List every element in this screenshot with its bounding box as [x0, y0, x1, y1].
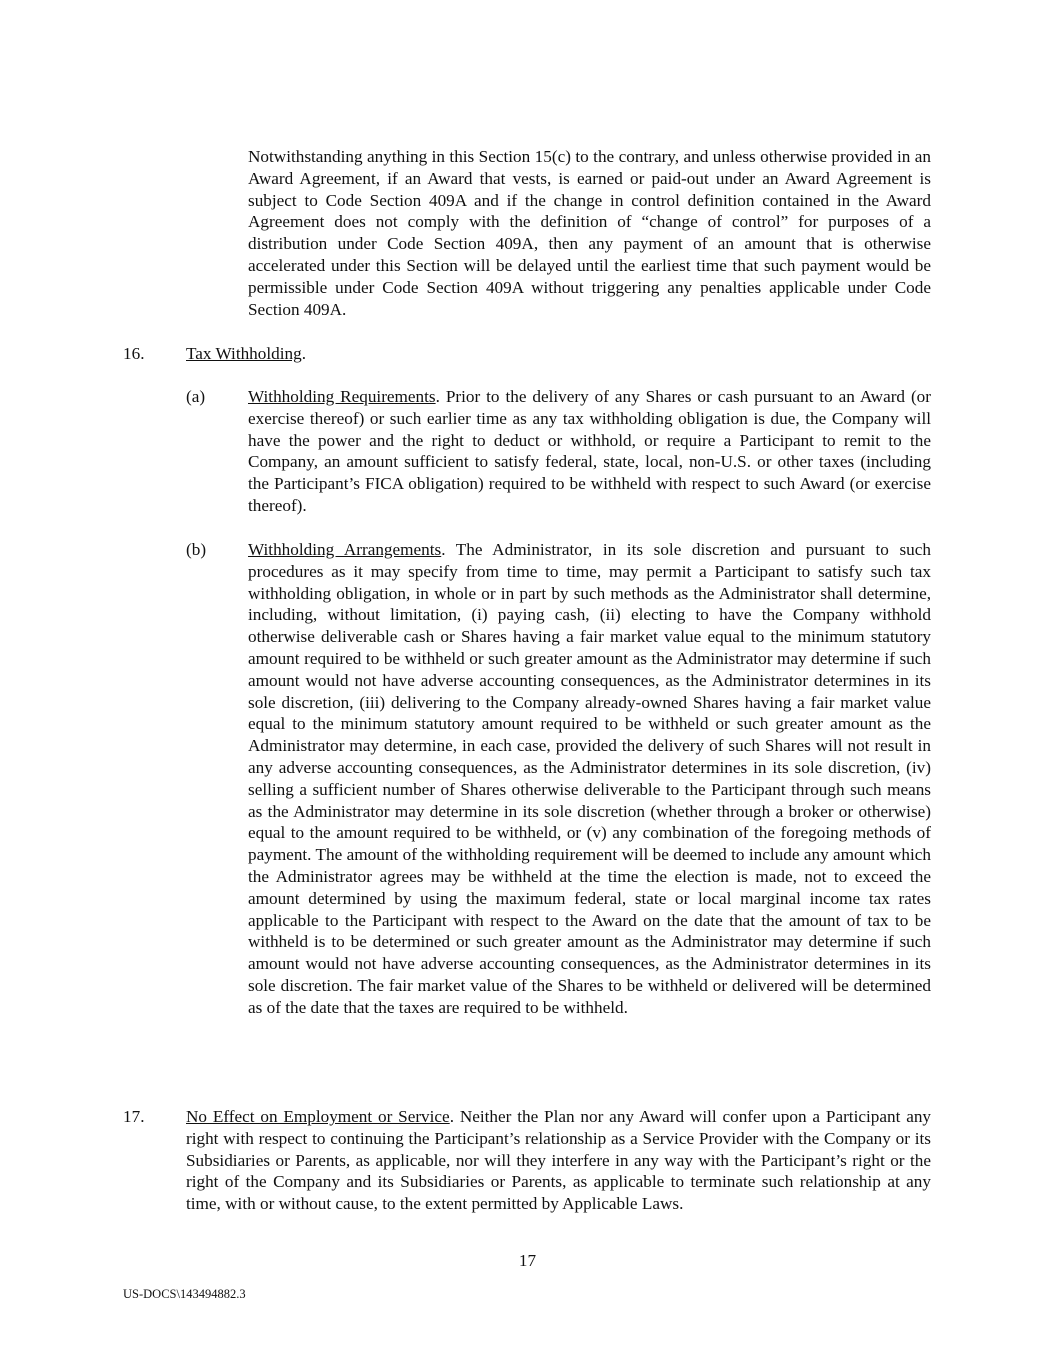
section-16b-paragraph	[248, 539, 931, 1019]
section-16a-title: Withholding Requirements	[248, 387, 436, 406]
section-17-body: Neither the Plan nor any Award will confer upon a Participant any right with respect to continuing the Participant’s relationship as a Service Provider with the Company or its Subsidiaries or Parents, as applicable, nor will they interfere in any way with the Participant’s right or the right of the Company and its Subsidiaries or Parents, as applicable to terminate such relationship at any time, with or without cause, to the extent permitted by Applicable Laws.	[186, 1107, 932, 1214]
section-16a-paragraph	[248, 386, 931, 517]
page-number: 17	[518, 1251, 537, 1270]
section-16b-title-punct: .	[441, 540, 446, 559]
section-16a-title-punct: .	[435, 387, 440, 406]
section-17-title: No Effect on Employment or Service	[186, 1107, 450, 1126]
section-16b-title: Withholding Arrangements	[248, 540, 442, 559]
document-id: US-DOCS\143494882.3	[123, 1287, 246, 1301]
section-16-heading	[186, 343, 306, 365]
section-16a-body: Prior to the delivery of any Shares or cash pursuant to an Award (or exercise thereof) or such earlier time as any tax withholding obligation is due, the Company will have the power and the right to deduct or withhold, or require a Participant to remit to the Company, an amount sufficient to satisfy federal, state, local, non-U.S. or other taxes (including the Participant’s FICA obligation) required to be withheld with respect to such Award (or exercise thereof).	[248, 387, 931, 515]
section-16-title: Tax Withholding	[186, 344, 302, 363]
intro-paragraph: Notwithstanding anything in this Section 15(c) to the contrary, and unless otherwise provided in an Award Agreement, if an Award that vests, is earned or paid-out under an Award Agreement is subject to Code Section 409A and if the change in control definition contained in the Award Agreement does not comply with the definition of “change of control” for purposes of a distribution under Code Section 409A, then any payment of an amount that is otherwise accelerated under this Section will be delayed until the earliest time that such payment would be permissible under Code Section 409A without triggering any penalties applicable under Code Section 409A.	[248, 147, 931, 319]
section-16b-label: (b)	[186, 540, 207, 559]
section-16b-body: The Administrator, in its sole discretion and pursuant to such procedures as it may specify from time to time, may permit a Participant to satisfy such tax withholding obligation, in whole or in part by such methods as the Administrator shall determine, including, without limitation, (i) paying cash, (ii) electing to have the Company withhold otherwise deliverable cash or Shares having a fair market value equal to the minimum statutory amount required to be withheld or such greater amount as the Administrator may determine if such amount would not have adverse accounting consequences, as the Administrator determines in its sole discretion, (iii) delivering to the Company already-owned Shares having a fair market value equal to the minimum statutory amount required to be withheld or such greater amount as the Administrator may determine, in each case, provided the delivery of such Shares will not result in any adverse accounting consequences, as the Administrator determines in its sole discretion, (iv) selling a sufficient number of Shares otherwise deliverable to the Participant through such means as the Administrator may determine in its sole discretion (whether through a broker or otherwise) equal to the amount required to be withheld, or (v) any combination of the foregoing methods of payment. The amount of the withholding requirement will be deemed to include any amount which the Administrator agrees may be withheld at the time the election is made, not to exceed the amount determined by using the maximum federal, state or local marginal income tax rates applicable to the Participant with respect to the Award on the date that the amount of tax to be withheld is to be determined or such greater amount as the Administrator may determine if such amount would not have adverse accounting consequences, as the Administrator determines in its sole discretion. The fair market value of the Shares to be withheld or delivered will be determined as of the date that the taxes are required to be withheld.	[248, 540, 932, 1017]
section-16a-label: (a)	[186, 387, 206, 406]
section-16-title-punct: .	[301, 344, 307, 363]
section-17-title-punct: .	[449, 1107, 454, 1126]
section-17-paragraph	[186, 1106, 931, 1215]
section-17-number: 17.	[123, 1107, 145, 1126]
section-16-number: 16.	[123, 344, 145, 363]
